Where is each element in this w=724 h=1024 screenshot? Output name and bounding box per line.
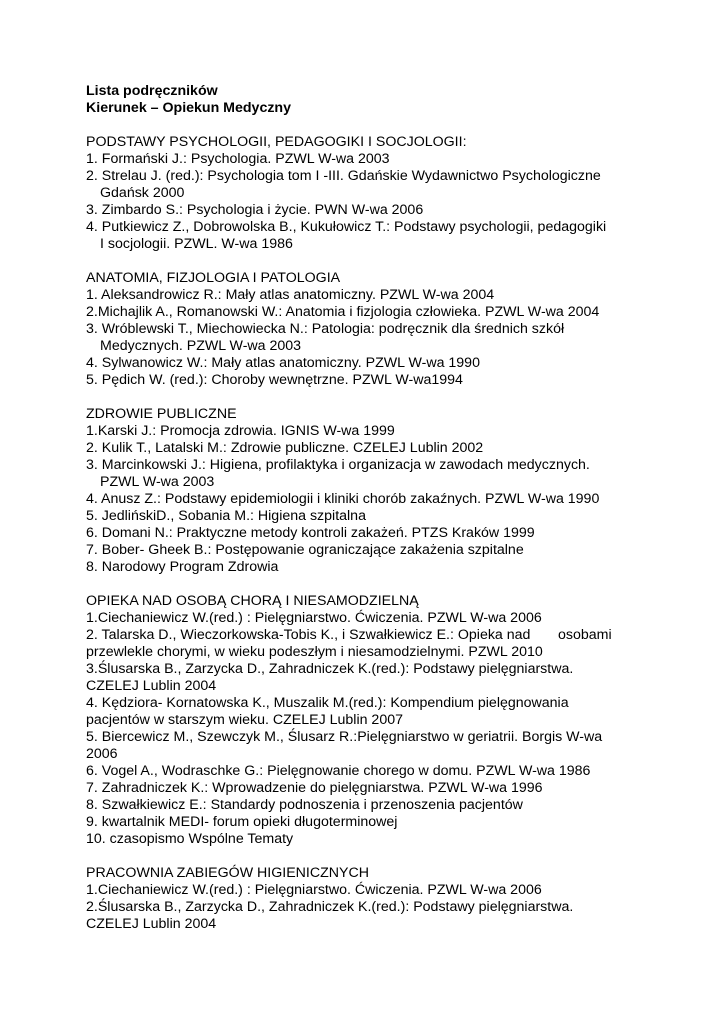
list-item: 8. Narodowy Program Zdrowia — [86, 559, 279, 575]
list-item: 5. Pędich W. (red.): Choroby wewnętrzne. PZWL W-wa1994 — [86, 372, 463, 388]
list-item: 2. Strelau J. (red.): Psychologia tom I -III. Gdańskie Wydawnictwo Psychologiczne Gdańsk 2000 — [86, 168, 601, 201]
document-title: Lista podręczników — [86, 83, 218, 99]
list-item: 2.Ślusarska B., Zarzycka D., Zahradniczek K.(red.): Podstawy pielęgniarstwa. CZELEJ Lublin 2004 — [86, 899, 574, 932]
list-item: 4. Sylwanowicz W.: Mały atlas anatomiczny. PZWL W-wa 1990 — [86, 355, 480, 371]
list-item: 2. Talarska D., Wieczorkowska-Tobis K., i Szwałkiewicz E.: Opieka nad osobami przewlekle chorymi, w wieku podeszłym i niesamodzielnymi. PZWL 2010 — [86, 627, 612, 660]
list-item: 6. Vogel A., Wodraschke G.: Pielęgnowanie chorego w domu. PZWL W-wa 1986 — [86, 763, 591, 779]
section-heading: PRACOWNIA ZABIEGÓW HIGIENICZNYCH — [86, 865, 369, 881]
document-page — [86, 83, 646, 933]
section-public-health — [86, 406, 646, 576]
section-heading: PODSTAWY PSYCHOLOGII, PEDAGOGIKI I SOCJOLOGII: — [86, 134, 467, 150]
section-heading: ZDROWIE PUBLICZNE — [86, 406, 237, 422]
list-item: 1. Formański J.: Psychologia. PZWL W-wa 2003 — [86, 151, 390, 167]
list-item: 6. Domani N.: Praktyczne metody kontroli zakażeń. PTZS Kraków 1999 — [86, 525, 535, 541]
document-subtitle: Kierunek – Opiekun Medyczny — [86, 100, 291, 116]
list-item: 2.Michajlik A., Romanowski W.: Anatomia i fizjologia człowieka. PZWL W-wa 2004 — [86, 304, 600, 320]
list-item: 3.Ślusarska B., Zarzycka D., Zahradniczek K.(red.): Podstawy pielęgniarstwa. CZELEJ Lublin 2004 — [86, 661, 574, 694]
list-item: 5. Biercewicz M., Szewczyk M., Ślusarz R.:Pielęgniarstwo w geriatrii. Borgis W-wa 2006 — [86, 729, 603, 762]
section-heading: ANATOMIA, FIZJOLOGIA I PATOLOGIA — [86, 270, 341, 286]
list-item: 3. Marcinkowski J.: Higiena, profilaktyka i organizacja w zawodach medycznych. PZWL W-wa 2003 — [86, 457, 590, 490]
list-item: 1. Aleksandrowicz R.: Mały atlas anatomiczny. PZWL W-wa 2004 — [86, 287, 495, 303]
list-item: 7. Bober- Gheek B.: Postępowanie ograniczające zakażenia szpitalne — [86, 542, 524, 558]
list-item: 4. Anusz Z.: Podstawy epidemiologii i kliniki chorób zakaźnych. PZWL W-wa 1990 — [86, 491, 600, 507]
section-care — [86, 593, 646, 848]
section-heading: OPIEKA NAD OSOBĄ CHORĄ I NIESAMODZIELNĄ — [86, 593, 419, 609]
list-item: 2. Kulik T., Latalski M.: Zdrowie publiczne. CZELEJ Lublin 2002 — [86, 440, 484, 456]
list-item: 1.Karski J.: Promocja zdrowia. IGNIS W-wa 1999 — [86, 423, 395, 439]
section-hygiene — [86, 865, 646, 933]
list-item: 5. JedlińskiD., Sobania M.: Higiena szpitalna — [86, 508, 366, 524]
list-item: 10. czasopismo Wspólne Tematy — [86, 831, 294, 847]
list-item: 1.Ciechaniewicz W.(red.) : Pielęgniarstwo. Ćwiczenia. PZWL W-wa 2006 — [86, 882, 542, 898]
section-psychology — [86, 134, 646, 253]
list-item: 8. Szwałkiewicz E.: Standardy podnoszenia i przenoszenia pacjentów — [86, 797, 523, 813]
section-anatomy — [86, 270, 646, 389]
list-item: 1.Ciechaniewicz W.(red.) : Pielęgniarstwo. Ćwiczenia. PZWL W-wa 2006 — [86, 610, 542, 626]
list-item: 4. Putkiewicz Z., Dobrowolska B., Kukułowicz T.: Podstawy psychologii, pedagogiki I socjologii. PZWL. W-wa 1986 — [86, 219, 607, 252]
list-item: 4. Kędziora- Kornatowska K., Muszalik M.(red.): Kompendium pielęgnowania pacjentów w starszym wieku. CZELEJ Lublin 2007 — [86, 695, 569, 728]
list-item: 3. Zimbardo S.: Psychologia i życie. PWN W-wa 2006 — [86, 202, 424, 218]
list-item: 9. kwartalnik MEDI- forum opieki długoterminowej — [86, 814, 398, 830]
list-item: 3. Wróblewski T., Miechowiecka N.: Patologia: podręcznik dla średnich szkół Medycznych. PZWL W-wa 2003 — [86, 321, 565, 354]
list-item: 7. Zahradniczek K.: Wprowadzenie do pielęgniarstwa. PZWL W-wa 1996 — [86, 780, 543, 796]
